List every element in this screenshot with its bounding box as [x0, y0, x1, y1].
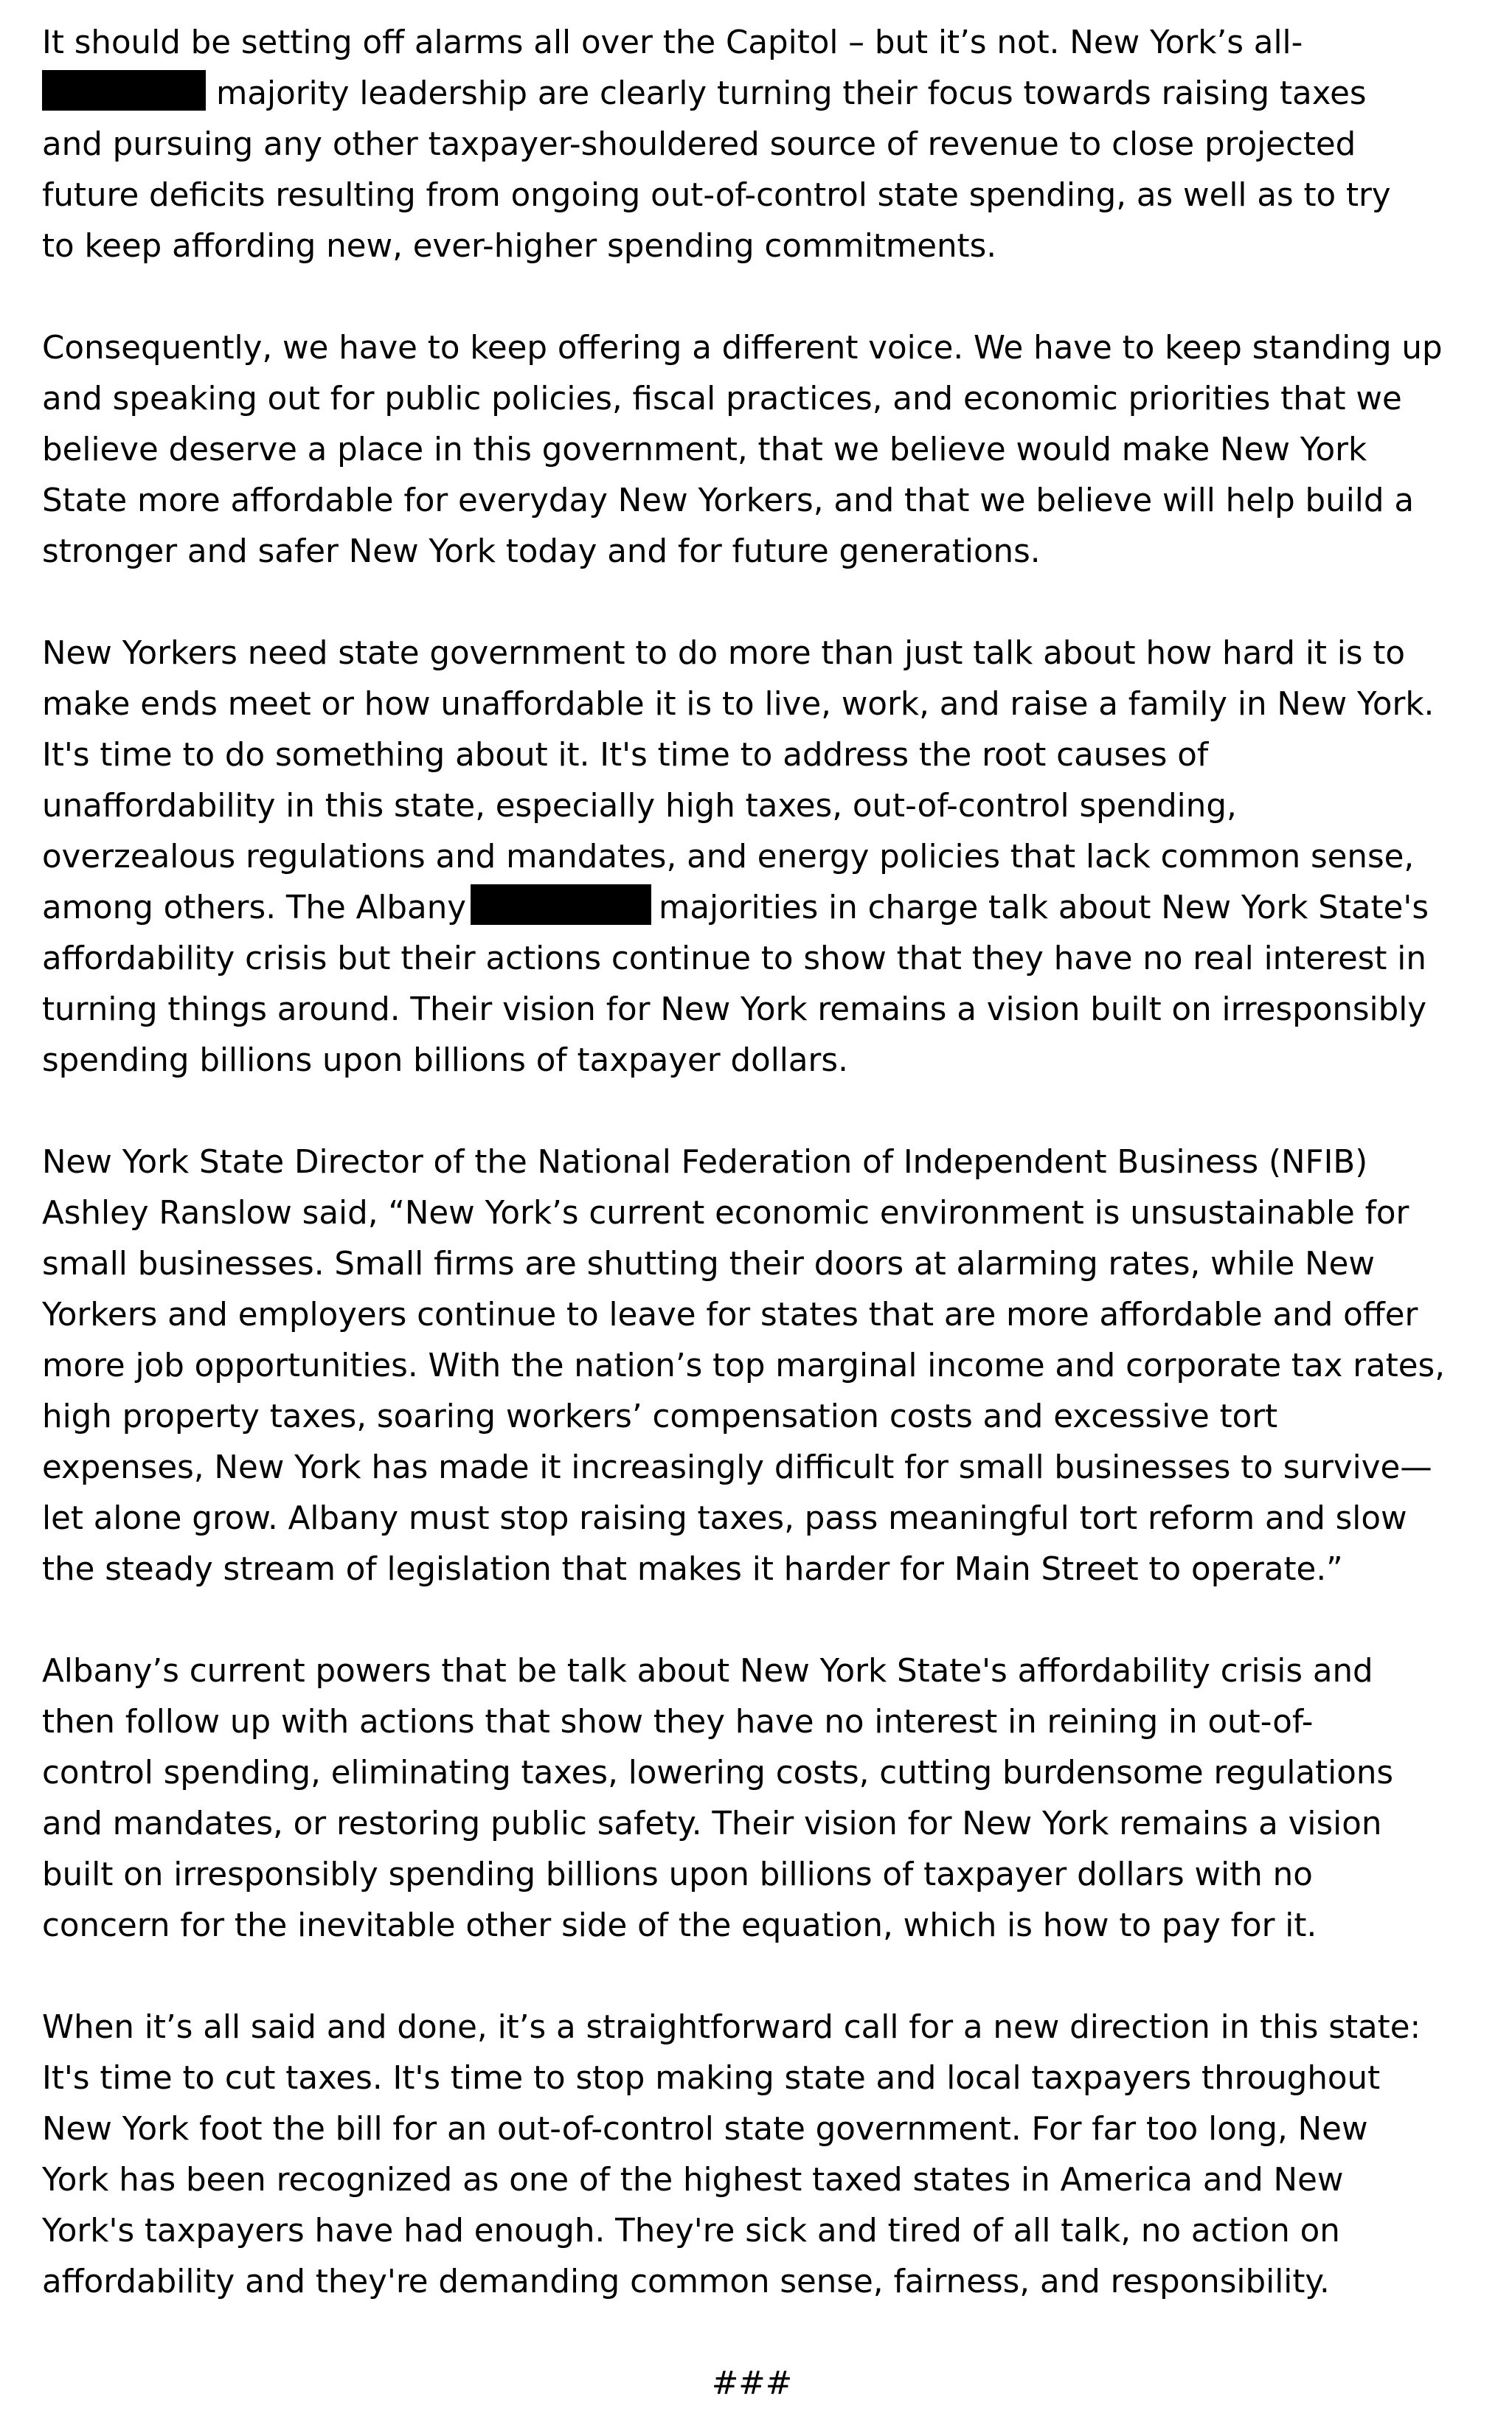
text-line: affordability crisis but their actions continue to show that they have no real interest in: [42, 940, 1426, 977]
text-line: affordability and they're demanding common sense, fairness, and responsibility.: [42, 2263, 1330, 2300]
paragraph-3: [42, 628, 1488, 1086]
text-line: high property taxes, soaring workers’ compensation costs and excessive tort: [42, 1398, 1278, 1435]
text-line: then follow up with actions that show they have no interest in reining in out-of-: [42, 1704, 1314, 1741]
text-line: New Yorkers need state government to do more than just talk about how hard it is to: [42, 635, 1406, 672]
text-segment: majority leadership are clearly turning their focus towards raising taxes: [216, 75, 1367, 112]
text-line: Consequently, we have to keep offering a different voice. We have to keep standing up: [42, 330, 1443, 367]
text-line: It's time to cut taxes. It's time to stop making state and local taxpayers throughout: [42, 2060, 1381, 2097]
redaction-bar: [42, 70, 206, 111]
text-line: believe deserve a place in this government, that we believe would make New York: [42, 431, 1367, 468]
paragraph-gap: [42, 1595, 1488, 1646]
text-line: turning things around. Their vision for New York remains a vision built on irresponsibly: [42, 991, 1427, 1028]
text-segment: majorities in charge talk about New York State's: [659, 889, 1429, 926]
paragraph-4: [42, 1137, 1488, 1595]
text-line: built on irresponsibly spending billions upon billions of taxpayer dollars with no: [42, 1856, 1313, 1893]
text-line-with-redaction: [42, 883, 1488, 934]
text-line: let alone grow. Albany must stop raising taxes, pass meaningful tort reform and slow: [42, 1500, 1407, 1537]
text-segment: among others. The Albany: [42, 889, 467, 926]
end-mark: ###: [711, 2365, 793, 2402]
text-line: concern for the inevitable other side of the equation, which is how to pay for it.: [42, 1907, 1317, 1944]
text-line: unaffordability in this state, especially high taxes, out-of-control spending,: [42, 788, 1237, 825]
text-line: small businesses. Small firms are shutting their doors at alarming rates, while New: [42, 1246, 1375, 1283]
text-line: State more affordable for everyday New Yorkers, and that we believe will help build a: [42, 482, 1414, 519]
paragraph-6: [42, 2002, 1488, 2308]
text-line: expenses, New York has made it increasingly difficult for small businesses to survive—: [42, 1449, 1432, 1486]
text-line: make ends meet or how unaffordable it is to live, work, and raise a family in New York.: [42, 686, 1435, 723]
text-line: and pursuing any other taxpayer-shouldered source of revenue to close projected: [42, 126, 1356, 163]
text-line: more job opportunities. With the nation’s top marginal income and corporate tax rates,: [42, 1347, 1446, 1384]
redaction-bar: [471, 884, 651, 925]
text-line: York has been recognized as one of the highest taxed states in America and New: [42, 2162, 1344, 2199]
text-line: the steady stream of legislation that makes it harder for Main Street to operate.”: [42, 1551, 1343, 1588]
text-line: to keep affording new, ever-higher spending commitments.: [42, 228, 997, 265]
text-line: Ashley Ranslow said, “New York’s current economic environment is unsustainable for: [42, 1195, 1409, 1232]
text-line: It should be setting off alarms all over the Capitol – but it’s not. New York’s all-: [42, 24, 1303, 61]
text-line: New York State Director of the National Federation of Independent Business (NFIB): [42, 1144, 1368, 1181]
text-line: Albany’s current powers that be talk about New York State's affordability crisis and: [42, 1653, 1373, 1690]
text-line: overzealous regulations and mandates, and energy policies that lack common sense,: [42, 839, 1415, 875]
text-line: It's time to do something about it. It's time to address the root causes of: [42, 737, 1209, 774]
paragraph-gap: [42, 272, 1488, 323]
text-line: spending billions upon billions of taxpayer dollars.: [42, 1042, 848, 1079]
text-line: and speaking out for public policies, fiscal practices, and economic priorities that we: [42, 381, 1402, 417]
text-line: Yorkers and employers continue to leave for states that are more affordable and offer: [42, 1297, 1418, 1333]
paragraph-2: [42, 323, 1488, 577]
document-body: [42, 18, 1488, 2410]
text-line: and mandates, or restoring public safety. Their vision for New York remains a vision: [42, 1805, 1382, 1842]
text-line: future deficits resulting from ongoing out-of-control state spending, as well as to try: [42, 177, 1391, 214]
text-line: New York foot the bill for an out-of-control state government. For far too long, New: [42, 2111, 1368, 2148]
text-line: When it’s all said and done, it’s a straightforward call for a new direction in this state:: [42, 2009, 1421, 2046]
paragraph-1: [42, 18, 1488, 272]
paragraph-gap: [42, 1952, 1488, 2002]
paragraph-gap: [42, 1086, 1488, 1137]
text-line: stronger and safer New York today and for future generations.: [42, 533, 1041, 570]
paragraph-5: [42, 1646, 1488, 1952]
text-line-with-redaction: [42, 69, 1488, 119]
text-line: control spending, eliminating taxes, lowering costs, cutting burdensome regulations: [42, 1755, 1394, 1791]
paragraph-gap: [42, 577, 1488, 628]
paragraph-gap: [42, 2308, 1488, 2359]
text-line: York's taxpayers have had enough. They're sick and tired of all talk, no action on: [42, 2213, 1340, 2249]
